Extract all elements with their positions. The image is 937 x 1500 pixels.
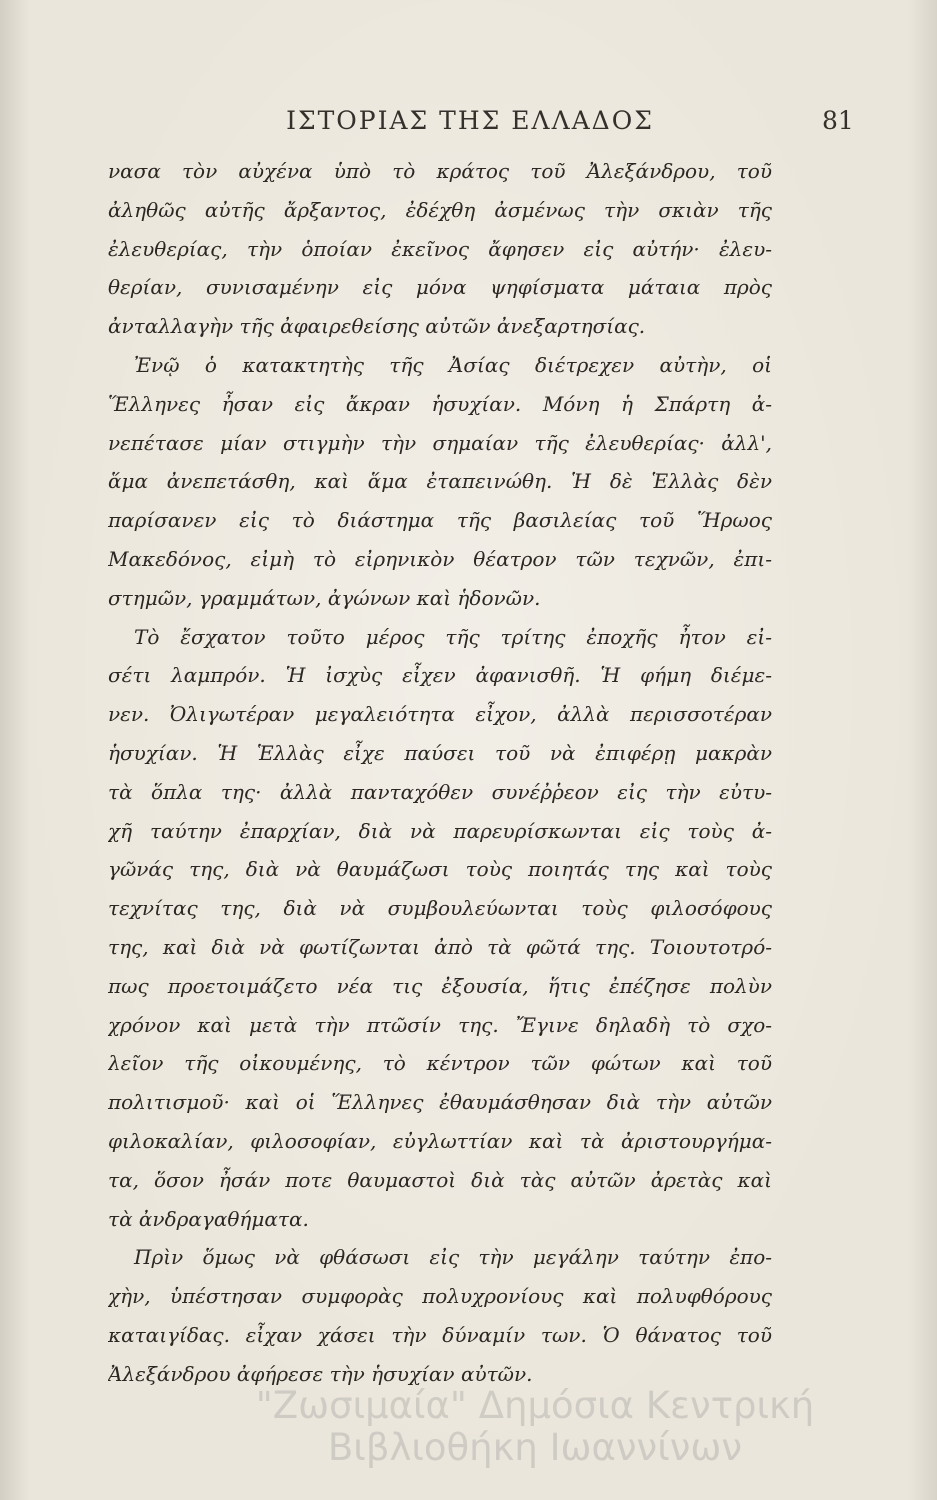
text-line: ἅμα ἀνεπετάσθη, καὶ ἅμα ἐταπεινώθη. Ἡ δὲ Ἑλλὰς δὲν <box>108 469 772 494</box>
text-line: ἀληθῶς αὐτῆς ἄρξαντος, ἐδέχθη ἀσμένως τὴν σκιὰν τῆς <box>108 197 772 222</box>
text-line: χὴν, ὑπέστησαν συμφορὰς πολυχρονίους καὶ πολυφθόρους <box>108 1284 772 1309</box>
text-line: θερίαν, συνισαμένην εἰς μόνα ψηφίσματα μάταια πρὸς <box>108 275 772 300</box>
text-line: φιλοκαλίαν, φιλοσοφίαν, εὐγλωττίαν καὶ τὰ ἀριστουργήμα- <box>108 1128 772 1153</box>
library-watermark-line-2: Βιβλιοθήκη Ιωαννίνων <box>327 1426 743 1469</box>
page-number: 81 <box>822 106 854 135</box>
text-line: παρίσανεν εἰς τὸ διάστημα τῆς βασιλείας τοῦ Ἥρωος <box>108 508 772 533</box>
text-line: νεν. Ὀλιγωτέραν μεγαλειότητα εἶχον, ἀλλὰ περισσοτέραν <box>108 702 772 727</box>
text-line: ἀνταλλαγὴν τῆς ἀφαιρεθείσης αὐτῶν ἀνεξαρτησίας. <box>108 314 646 339</box>
text-line: πολιτισμοῦ· καὶ οἱ Ἕλληνες ἐθαυμάσθησαν διὰ τὴν αὐτῶν <box>108 1090 772 1115</box>
text-line: της, καὶ διὰ νὰ φωτίζωνται ἀπὸ τὰ φῶτά της. Τοιουτοτρό- <box>108 934 772 959</box>
paragraph-start: Πρὶν ὅμως νὰ φθάσωσι εἰς τὴν μεγάλην ταύτην ἐπο- <box>134 1245 772 1270</box>
text-line: γῶνάς της, διὰ νὰ θαυμάζωσι τοὺς ποιητάς της καὶ τοὺς <box>108 857 772 882</box>
text-line: Μακεδόνος, εἰμὴ τὸ εἰρηνικὸν θέατρον τῶν τεχνῶν, ἐπι- <box>108 546 772 571</box>
library-watermark-line-1: "Ζωσιμαία" Δημόσια Κεντρική <box>255 1384 815 1427</box>
text-line: νεπέτασε μίαν στιγμὴν τὴν σημαίαν τῆς ἐλευθερίας· ἀλλ', <box>108 430 772 455</box>
text-line: Ἀλεξάνδρου ἀφήρεσε τὴν ἡσυχίαν αὐτῶν. <box>108 1361 533 1386</box>
paragraph-start: Τὸ ἔσχατον τοῦτο μέρος τῆς τρίτης ἐποχῆς ἦτον εἰ- <box>134 624 772 649</box>
text-line: πως προετοιμάζετο νέα τις ἐξουσία, ἥτις ἐπέζησε πολὺν <box>108 973 772 998</box>
paragraph-start: Ἐνῷ ὁ κατακτητὴς τῆς Ἀσίας διέτρεχεν αὐτὴν, οἱ <box>134 352 772 377</box>
text-line: χρόνον καὶ μετὰ τὴν πτῶσίν της. Ἔγινε δηλαδὴ τὸ σχο- <box>108 1012 772 1037</box>
text-line: ἡσυχίαν. Ἡ Ἑλλὰς εἶχε παύσει τοῦ νὰ ἐπιφέρῃ μακρὰν <box>108 740 772 765</box>
running-title: ΙΣΤΟΡΙΑΣ ΤΗΣ ΕΛΛΑΔΟΣ <box>286 106 654 135</box>
text-line: ἐλευθερίας, τὴν ὁποίαν ἐκεῖνος ἄφησεν εἰς αὐτήν· ἐλευ- <box>108 236 772 261</box>
text-line: τα, ὅσον ἦσάν ποτε θαυμαστοὶ διὰ τὰς αὐτῶν ἀρετὰς καὶ <box>108 1167 772 1192</box>
text-block <box>108 152 772 1394</box>
text-line: τὰ ὅπλα της· ἀλλὰ πανταχόθεν συνέῤῥεον εἰς τὴν εὐτυ- <box>108 779 772 804</box>
text-line: τεχνίτας της, διὰ νὰ συμβουλεύωνται τοὺς φιλοσόφους <box>108 896 772 921</box>
text-line: χῆ ταύτην ἐπαρχίαν, διὰ νὰ παρευρίσκωνται εἰς τοὺς ἀ- <box>108 818 772 843</box>
text-line: λεῖον τῆς οἰκουμένης, τὸ κέντρον τῶν φώτων καὶ τοῦ <box>108 1051 772 1076</box>
text-line: νασα τὸν αὐχένα ὑπὸ τὸ κράτος τοῦ Ἀλεξάνδρου, τοῦ <box>108 159 772 183</box>
text-line: σέτι λαμπρόν. Ἡ ἰσχὺς εἶχεν ἀφανισθῆ. Ἡ φήμη διέμε- <box>108 663 772 688</box>
text-line: Ἕλληνες ἦσαν εἰς ἄκραν ἡσυχίαν. Μόνη ἡ Σπάρτη ἀ- <box>108 391 772 416</box>
text-line: στημῶν, γραμμάτων, ἀγώνων καὶ ἡδονῶν. <box>108 585 541 610</box>
text-line: τὰ ἀνδραγαθήματα. <box>108 1206 309 1231</box>
text-line: καταιγίδας. εἶχαν χάσει τὴν δύναμίν των. Ὁ θάνατος τοῦ <box>108 1322 772 1347</box>
